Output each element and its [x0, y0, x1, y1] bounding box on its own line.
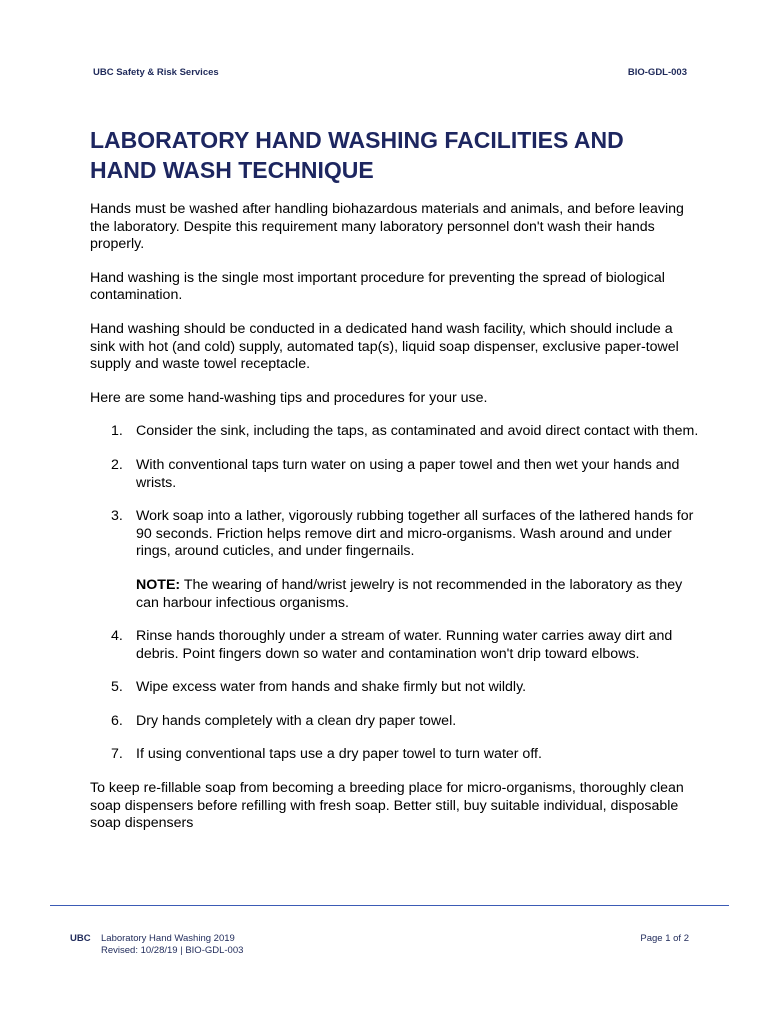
- step-number: 2.: [111, 456, 123, 473]
- step-item: [90, 713, 700, 731]
- footer-divider: [50, 905, 729, 906]
- step-text: Work soap into a lather, vigorously rubbing together all surfaces of the lathered hands for 90 seconds. Friction helps remove dirt and micro-organisms. Wash around and under rings, around cuticles, and under fingernails.: [136, 508, 694, 560]
- footer-meta: [101, 933, 243, 957]
- step-text: Consider the sink, including the taps, as contaminated and avoid direct contact with them.: [136, 423, 699, 440]
- note: [136, 577, 700, 612]
- footer-revised: Revised: 10/28/19 | BIO-GDL-003: [101, 945, 244, 956]
- footer-org: UBC: [70, 933, 91, 944]
- intro-paragraph: Hand washing is the single most important procedure for preventing the spread of biological contamination.: [90, 269, 665, 304]
- step-text: Dry hands completely with a clean dry paper towel.: [136, 712, 457, 729]
- step-item: [90, 423, 700, 441]
- intro-paragraph: Hand washing should be conducted in a dedicated hand wash facility, which should include a sink with hot (and cold) supply, automated tap(s), liquid soap dispenser, exclusive paper-towel supply and waste towel receptacle.: [90, 320, 679, 373]
- title-line-2: HAND WASH TECHNIQUE: [90, 157, 374, 183]
- step-number: 4.: [111, 628, 123, 645]
- body-content: [90, 201, 700, 849]
- header-doc-id: BIO-GDL-003: [627, 67, 687, 78]
- title-line-1: LABORATORY HAND WASHING FACILITIES AND: [90, 127, 624, 153]
- step-number: 7.: [111, 746, 123, 763]
- step-number: 5.: [111, 679, 123, 696]
- step-item: [90, 628, 700, 663]
- note-label: NOTE:: [136, 576, 181, 593]
- footer-page-number: Page 1 of 2: [640, 933, 689, 944]
- step-item: [90, 457, 700, 492]
- step-item: [90, 508, 700, 612]
- step-number: 1.: [111, 423, 123, 440]
- step-number: 6.: [111, 712, 123, 729]
- page-title: [90, 125, 710, 185]
- step-number: 3.: [111, 508, 123, 525]
- header-org: UBC Safety & Risk Services: [93, 67, 219, 78]
- steps-list: [90, 423, 700, 764]
- step-text: If using conventional taps use a dry paper towel to turn water off.: [136, 746, 542, 763]
- step-text: Rinse hands thoroughly under a stream of water. Running water carries away dirt and debris. Point fingers down so water and contamination won't drip toward elbows.: [136, 628, 673, 662]
- closing-paragraph: To keep re-fillable soap from becoming a breeding place for micro-organisms, thoroughly clean soap dispensers before refilling with fresh soap. Better still, buy suitable individual, disposable soap dispensers: [90, 780, 684, 832]
- step-item: [90, 679, 700, 697]
- footer-doc-title: Laboratory Hand Washing 2019: [101, 933, 235, 944]
- intro-paragraph: Here are some hand-washing tips and procedures for your use.: [90, 389, 488, 406]
- step-item: [90, 746, 700, 764]
- intro-paragraph: Hands must be washed after handling biohazardous materials and animals, and before leaving the laboratory. Despite this requirement many laboratory personnel don't wash their hands properly.: [90, 201, 684, 253]
- note-text: The wearing of hand/wrist jewelry is not recommended in the laboratory as they can harbour infectious organisms.: [136, 576, 683, 611]
- step-text: With conventional taps turn water on using a paper towel and then wet your hands and wrists.: [136, 456, 680, 491]
- step-text: Wipe excess water from hands and shake firmly but not wildly.: [136, 679, 527, 696]
